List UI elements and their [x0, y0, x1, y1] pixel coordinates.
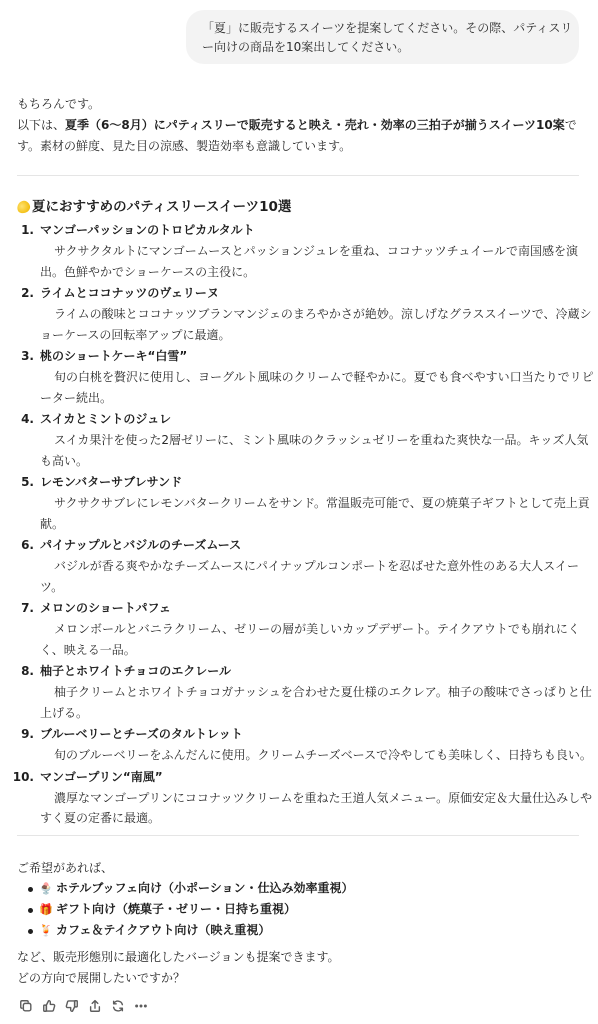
list-item [0, 346, 598, 408]
item-title: レモンバターサブレサンド [40, 475, 183, 489]
intro-line: す。素材の鮮度、見た目の涼感、製造効率も意識しています。 [17, 139, 352, 153]
tropical-drink-icon: 🍹 [39, 924, 53, 937]
item-description-line: ツ。 [40, 579, 64, 594]
item-description [40, 556, 598, 597]
item-description [40, 682, 598, 723]
regenerate-button[interactable] [110, 998, 125, 1013]
item-description [40, 493, 598, 534]
item-number: 8. [21, 664, 34, 678]
more-icon [134, 999, 148, 1013]
item-description [40, 430, 598, 471]
item-description-line: すく夏の定番に最適。 [40, 811, 161, 825]
item-description-line: 献。 [40, 516, 65, 531]
copy-button[interactable] [18, 998, 33, 1013]
option-item [0, 920, 598, 941]
list-item [0, 598, 598, 660]
thumbs-down-icon [65, 999, 79, 1013]
item-description-line: ョーケースの回転率アップに最適。 [40, 327, 231, 342]
item-description-line: 上げる。 [40, 705, 89, 720]
response-intro [17, 94, 583, 157]
item-description [40, 241, 598, 282]
suggestion-list [0, 220, 598, 830]
item-description [40, 367, 598, 408]
item-description-line: バジルが香る爽やかなチーズムースにパイナップルコンポートを忍ばせた意外性のある大人スイー [54, 559, 579, 573]
list-item [0, 220, 598, 282]
user-message-bubble [186, 10, 579, 64]
item-title: ブルーベリーとチーズのタルトレット [40, 727, 243, 741]
item-title: マンゴーパッションのトロピカルタルト [40, 223, 255, 237]
intro-text: 以下は、 [17, 118, 66, 132]
item-description-line: 柚子クリームとホワイトチョコガナッシュを合わせた夏仕様のエクレア。柚子の酸味でさっぱりと仕 [54, 685, 592, 699]
bad-response-button[interactable] [64, 998, 79, 1013]
good-response-button[interactable] [41, 998, 56, 1013]
item-description [40, 745, 598, 766]
item-number: 6. [21, 538, 34, 552]
item-description-line: 旬の白桃を贅沢に使用し、ヨーグルト風味のクリームで軽やかに。夏でも食べやすい口当たりでリピ [54, 370, 594, 384]
item-title: マンゴープリン“南風” [40, 769, 163, 784]
list-item [0, 409, 598, 471]
item-number: 2. [21, 286, 34, 300]
list-item [0, 767, 598, 829]
ice-cream-icon: 🍨 [39, 882, 53, 895]
list-item [0, 724, 598, 766]
bullet-dot [28, 929, 33, 934]
item-description [40, 619, 598, 660]
option-list [0, 878, 598, 941]
list-item [0, 283, 598, 345]
item-title: パイナップルとバジルのチーズムース [40, 538, 242, 552]
option-text: ギフト向け（焼菓子・ゼリー・日持ち重視） [56, 902, 297, 916]
option-text: カフェ＆テイクアウト向け（映え重視） [56, 923, 271, 937]
item-title: 柚子とホワイトチョコのエクレール [40, 664, 232, 678]
message-actions [18, 998, 148, 1013]
item-description-line: サクサクサブレにレモンバタークリームをサンド。常温販売可能で、夏の焼菓子ギフトとして売上貢 [54, 496, 590, 510]
item-number: 9. [21, 727, 34, 741]
option-item [0, 899, 598, 920]
item-description-line: メロンボールとバニラクリーム、ゼリーの層が美しいカップデザート。テイクアウトでも崩れにく [54, 622, 580, 636]
item-description-line: 濃厚なマンゴープリンにココナッツクリームを重ねた王道人気メニュー。原価安定＆大量仕込みしや [54, 790, 593, 805]
item-description-line: く、映える一品。 [40, 642, 136, 657]
item-description [40, 788, 598, 829]
item-description-line: ライムの酸味とココナッツブランマンジェのまろやかさが絶妙。涼しげなグラススイーツで、冷蔵シ [54, 307, 592, 321]
list-item [0, 472, 598, 534]
item-number: 7. [21, 601, 34, 615]
intro-line [17, 115, 583, 136]
gift-icon: 🎁 [39, 903, 53, 916]
item-description-line: スイカ果汁を使った2層ゼリーに、ミント風味のクラッシュゼリーを重ねた爽快な一品。キッズ人気 [54, 433, 589, 447]
item-number: 1. [21, 223, 34, 237]
item-number: 10. [12, 769, 34, 784]
intro-text: で [564, 118, 577, 132]
intro-bold-text: 夏季（6〜8月）にパティスリーで販売すると映え・売れ・効率の三拍子が揃うスイーツ10案 [65, 118, 565, 132]
bullet-dot [28, 908, 33, 913]
lemon-icon [15, 199, 31, 215]
item-description-line: も高い。 [40, 453, 89, 468]
item-description-line: ーター続出。 [40, 390, 113, 405]
item-number: 4. [21, 412, 34, 426]
user-message-line: ー向けの商品を10案出してください。 [202, 40, 410, 54]
section-heading [17, 197, 291, 217]
item-description-line: 出。色鮮やかでショーケースの主役に。 [40, 264, 256, 279]
list-item [0, 535, 598, 597]
closing-text [17, 947, 340, 989]
item-description [40, 304, 598, 345]
item-title: メロンのショートパフェ [40, 601, 171, 615]
outro-text: ご希望があれば、 [17, 861, 114, 875]
bullet-dot [28, 887, 33, 892]
item-description-line: サクサクタルトにマンゴームースとパッションジュレを重ね、ココナッツチュイールで南国感を演 [54, 244, 578, 258]
regenerate-icon [111, 999, 125, 1013]
item-title: スイカとミントのジュレ [40, 412, 172, 426]
item-title: 桃のショートケーキ“白雪” [40, 349, 188, 363]
copy-icon [19, 999, 33, 1013]
closing-line: どの方向で展開したいですか？ [17, 971, 186, 985]
option-item [0, 878, 598, 899]
heading-text: 夏におすすめのパティスリースイーツ10選 [32, 199, 292, 215]
divider [17, 175, 579, 176]
intro-line: もちろんです。 [17, 97, 101, 111]
share-icon [88, 999, 102, 1013]
share-button[interactable] [87, 998, 102, 1013]
item-title: ライムとココナッツのヴェリーヌ [40, 286, 219, 300]
item-description-line: 旬のブルーベリーをふんだんに使用。クリームチーズベースで冷やしても美味しく、日持ちも良い。 [54, 748, 592, 762]
thumbs-up-icon [42, 999, 56, 1013]
list-item [0, 661, 598, 723]
item-number: 3. [21, 349, 34, 363]
user-message-line: 「夏」に販売するスイーツを提案してください。その際、パティスリ [202, 21, 573, 35]
divider [17, 835, 579, 836]
closing-line: など、販売形態別に最適化したバージョンも提案できます。 [17, 950, 340, 964]
item-number: 5. [21, 475, 34, 489]
more-options-button[interactable] [133, 998, 148, 1013]
option-text: ホテルブッフェ向け（小ポーション・仕込み効率重視） [56, 881, 354, 895]
